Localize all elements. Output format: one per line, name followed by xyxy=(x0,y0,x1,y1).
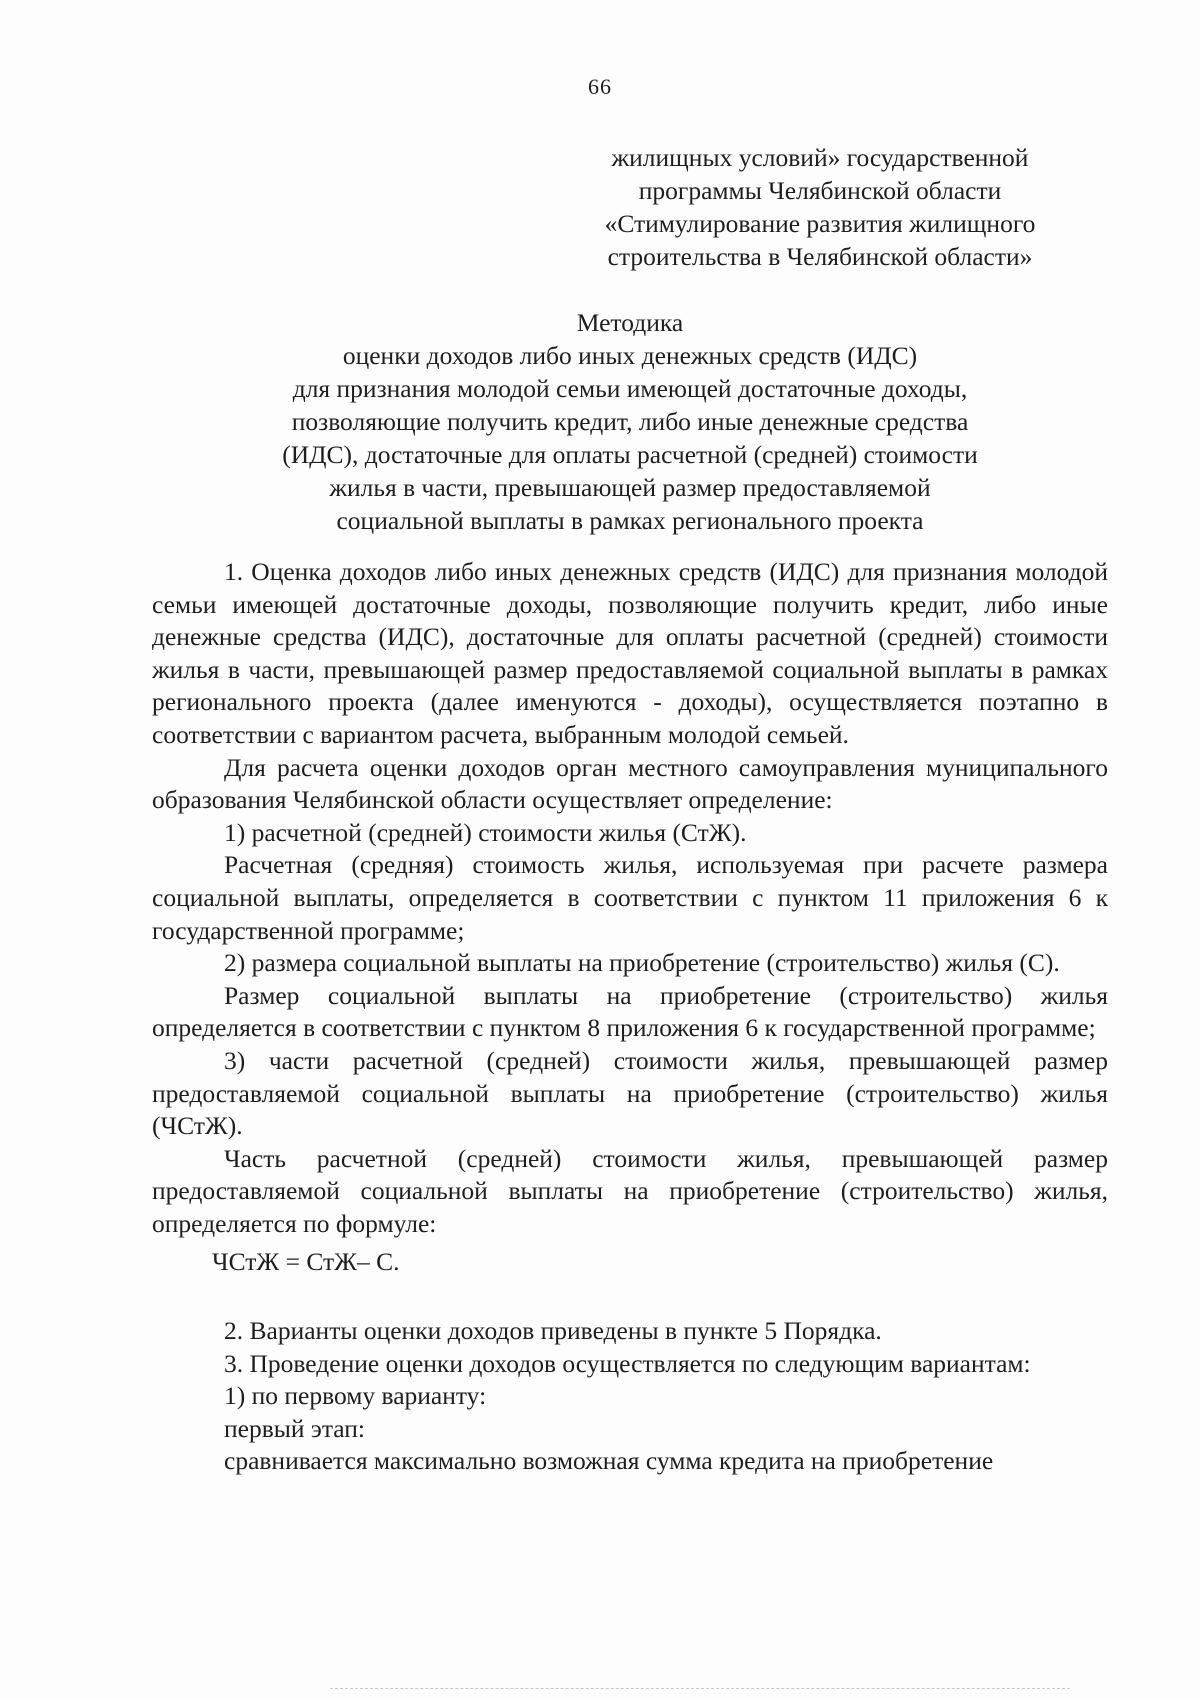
paragraph-3: 1) расчетной (средней) стоимости жилья (СтЖ). xyxy=(224,817,747,847)
title-line: социальной выплаты в рамках регионального проекта xyxy=(336,506,924,535)
formula: ЧСтЖ = СтЖ– С. xyxy=(212,1247,400,1277)
paragraph-11: 1) по первому варианту: xyxy=(224,1381,487,1411)
page-number: 66 xyxy=(588,74,612,99)
paragraph-13: сравнивается максимально возможная сумма кредита на приобретение xyxy=(224,1446,994,1476)
paragraph-8: Часть расчетной (средней) стоимости жилья, превышающей размер предоставляемой социальной выплаты на приобретение (строительство) жилья, определяется по формуле: xyxy=(152,1143,1108,1238)
paragraph-6: Размер социальной выплаты на приобретение (строительство) жилья определяется в соответствии с пунктом 8 приложения 6 к государственной программе; xyxy=(152,980,1108,1043)
title-line: жилья в части, превышающей размер предоставляемой xyxy=(329,473,931,502)
paragraph-5: 2) размера социальной выплаты на приобретение (строительство) жилья (С). xyxy=(224,948,1060,978)
title-heading: Методика xyxy=(576,308,684,337)
paragraph-12: первый этап: xyxy=(224,1413,366,1443)
title-line: для признания молодой семьи имеющей достаточные доходы, xyxy=(292,374,968,403)
scan-edge-line xyxy=(330,1688,1070,1689)
header-note-line: строительства в Челябинской области» xyxy=(607,242,1033,271)
paragraph-2: Для расчета оценки доходов орган местного самоуправления муниципального образования Челябинской области осуществляет определение: xyxy=(152,752,1108,815)
paragraph-10: 3. Проведение оценки доходов осуществляется по следующим вариантам: xyxy=(224,1348,1031,1378)
title-line: позволяющие получить кредит, либо иные денежные средства xyxy=(291,407,969,436)
title-line: оценки доходов либо иных денежных средств (ИДС) xyxy=(342,341,918,370)
header-note-line: программы Челябинской области xyxy=(638,176,1002,205)
paragraph-9: 2. Варианты оценки доходов приведены в пункте 5 Порядка. xyxy=(224,1316,882,1346)
header-note-line: «Стимулирование развития жилищного xyxy=(604,209,1036,238)
paragraph-7: 3) части расчетной (средней) стоимости жилья, превышающей размер предоставляемой социальной выплаты на приобретение (строительство) жилья (ЧСтЖ). xyxy=(152,1045,1108,1141)
header-note-line: жилищных условий» государственной xyxy=(611,143,1029,172)
paragraph-4: Расчетная (средняя) стоимость жилья, используемая при расчете размера социальной выплаты, определяется в соответствии с пунктом 11 приложения 6 к государственной программе; xyxy=(152,850,1108,945)
title-line: (ИДС), достаточные для оплаты расчетной (средней) стоимости xyxy=(282,440,978,469)
paragraph-1: 1. Оценка доходов либо иных денежных средств (ИДС) для признания молодой семьи имеющей достаточные доходы, позволяющие получить кредит, либо иные денежные средства (ИДС), достаточные для оплаты расчетной (средней) стоимости жилья в части, превышающей размер предоставляемой социальной выплаты в рамках регионального проекта (далее именуются - доходы), осуществляется поэтапно в соответствии с вариантом расчета, выбранным молодой семьей. xyxy=(152,557,1108,749)
document-body xyxy=(152,556,1108,1478)
header-note xyxy=(560,141,1080,273)
document-title xyxy=(150,306,1110,537)
